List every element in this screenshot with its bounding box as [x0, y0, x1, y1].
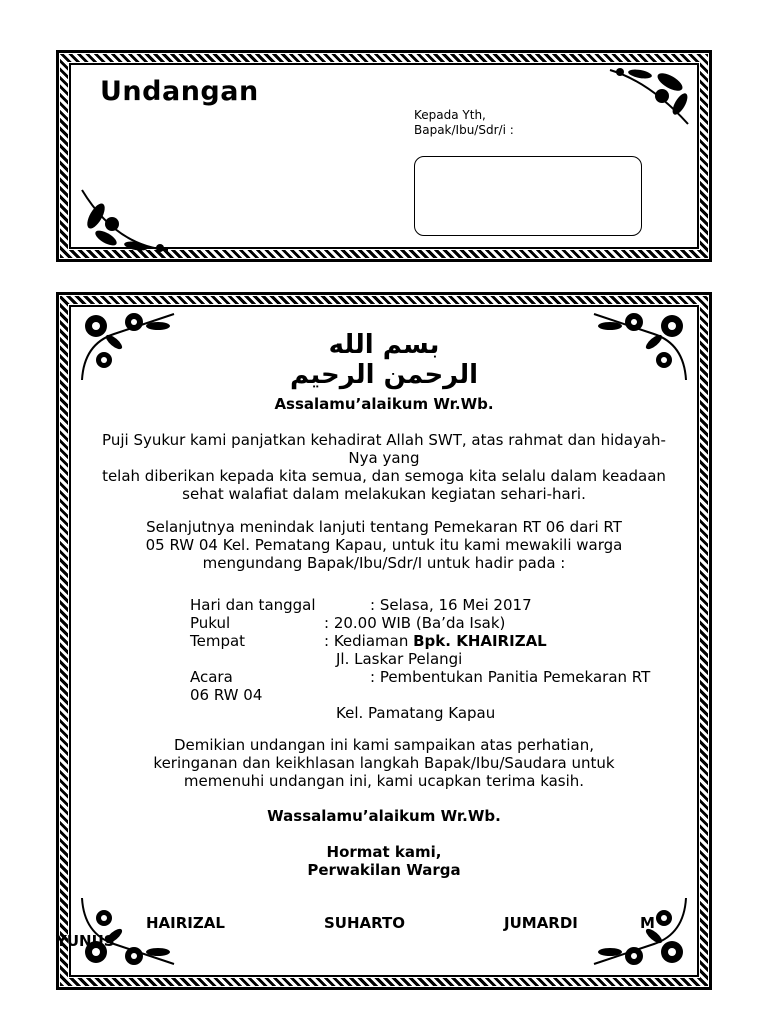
purpose-line: mengundang Bapak/Ibu/Sdr/I untuk hadir pada : — [202, 554, 566, 572]
tempat-prefix: : Kediaman — [324, 632, 409, 650]
signer-1: HAIRIZAL — [146, 914, 225, 932]
opening-line: Nya yang — [348, 449, 420, 467]
signer-4-name: YUNUS — [56, 932, 115, 950]
opening-line: telah diberikan kepada kita semua, dan semoga kita selalu dalam keadaan — [102, 467, 666, 485]
tempat-street: Jl. Laskar Pelangi — [336, 650, 463, 668]
address-box — [414, 156, 642, 236]
closing-line: Demikian undangan ini kami sampaikan atas perhatian, — [174, 736, 594, 754]
hari-label: Hari dan tanggal — [190, 596, 316, 614]
signer-2: SUHARTO — [324, 914, 406, 932]
signer-3: JUMARDI — [504, 914, 578, 932]
greeting: Assalamu’alaikum Wr.Wb. — [274, 395, 494, 413]
closing-line: memenuhi undangan ini, kami ucapkan terima kasih. — [183, 772, 585, 790]
floral-corner-icon — [590, 304, 694, 384]
tempat-value — [324, 632, 547, 650]
purpose-line: 05 RW 04 Kel. Pematang Kapau, untuk itu kami mewakili warga — [145, 536, 623, 554]
opening-line: Puji Syukur kami panjatkan kehadirat Allah SWT, atas rahmat dan hidayah- — [102, 431, 666, 449]
floral-ornament-icon — [76, 186, 172, 258]
closing-line: keringanan dan keikhlasan langkah Bapak/Ibu/Saudara untuk — [153, 754, 615, 772]
bismillah-calligraphy: بسم الله الرحمن الرحيم — [289, 330, 479, 390]
paragraph-closing — [0, 736, 768, 790]
hormat-kami: Hormat kami, — [326, 843, 442, 861]
pukul-value: : 20.00 WIB (Ba’da Isak) — [324, 614, 506, 632]
salam-closing: Wassalamu’alaikum Wr.Wb. — [267, 807, 501, 825]
tempat-label: Tempat — [190, 632, 246, 650]
envelope-title: Undangan — [100, 76, 259, 107]
signer-4-initial: M — [640, 914, 655, 932]
tempat-host: Bpk. KHAIRIZAL — [413, 632, 547, 650]
purpose-line: Selanjutnya menindak lanjuti tentang Pemekaran RT 06 dari RT — [146, 518, 622, 536]
recipient-line-2: Bapak/Ibu/Sdr/i : — [414, 123, 514, 137]
recipient-label — [414, 108, 514, 138]
floral-ornament-icon — [600, 62, 696, 132]
opening-line: sehat walafiat dalam melakukan kegiatan sehari-hari. — [182, 485, 586, 503]
kelurahan: Kel. Pamatang Kapau — [336, 704, 496, 722]
acara-value: : Pembentukan Panitia Pemekaran RT — [370, 668, 651, 686]
floral-corner-icon — [74, 304, 178, 384]
perwakilan-warga: Perwakilan Warga — [307, 861, 461, 879]
paragraph-purpose — [0, 518, 768, 572]
acara-label: Acara — [190, 668, 233, 686]
pukul-label: Pukul — [190, 614, 231, 632]
acara-continuation: 06 RW 04 — [190, 686, 263, 704]
hari-value: : Selasa, 16 Mei 2017 — [370, 596, 532, 614]
paragraph-opening — [0, 431, 768, 503]
recipient-line-1: Kepada Yth, — [414, 108, 486, 122]
floral-corner-icon — [590, 894, 694, 974]
